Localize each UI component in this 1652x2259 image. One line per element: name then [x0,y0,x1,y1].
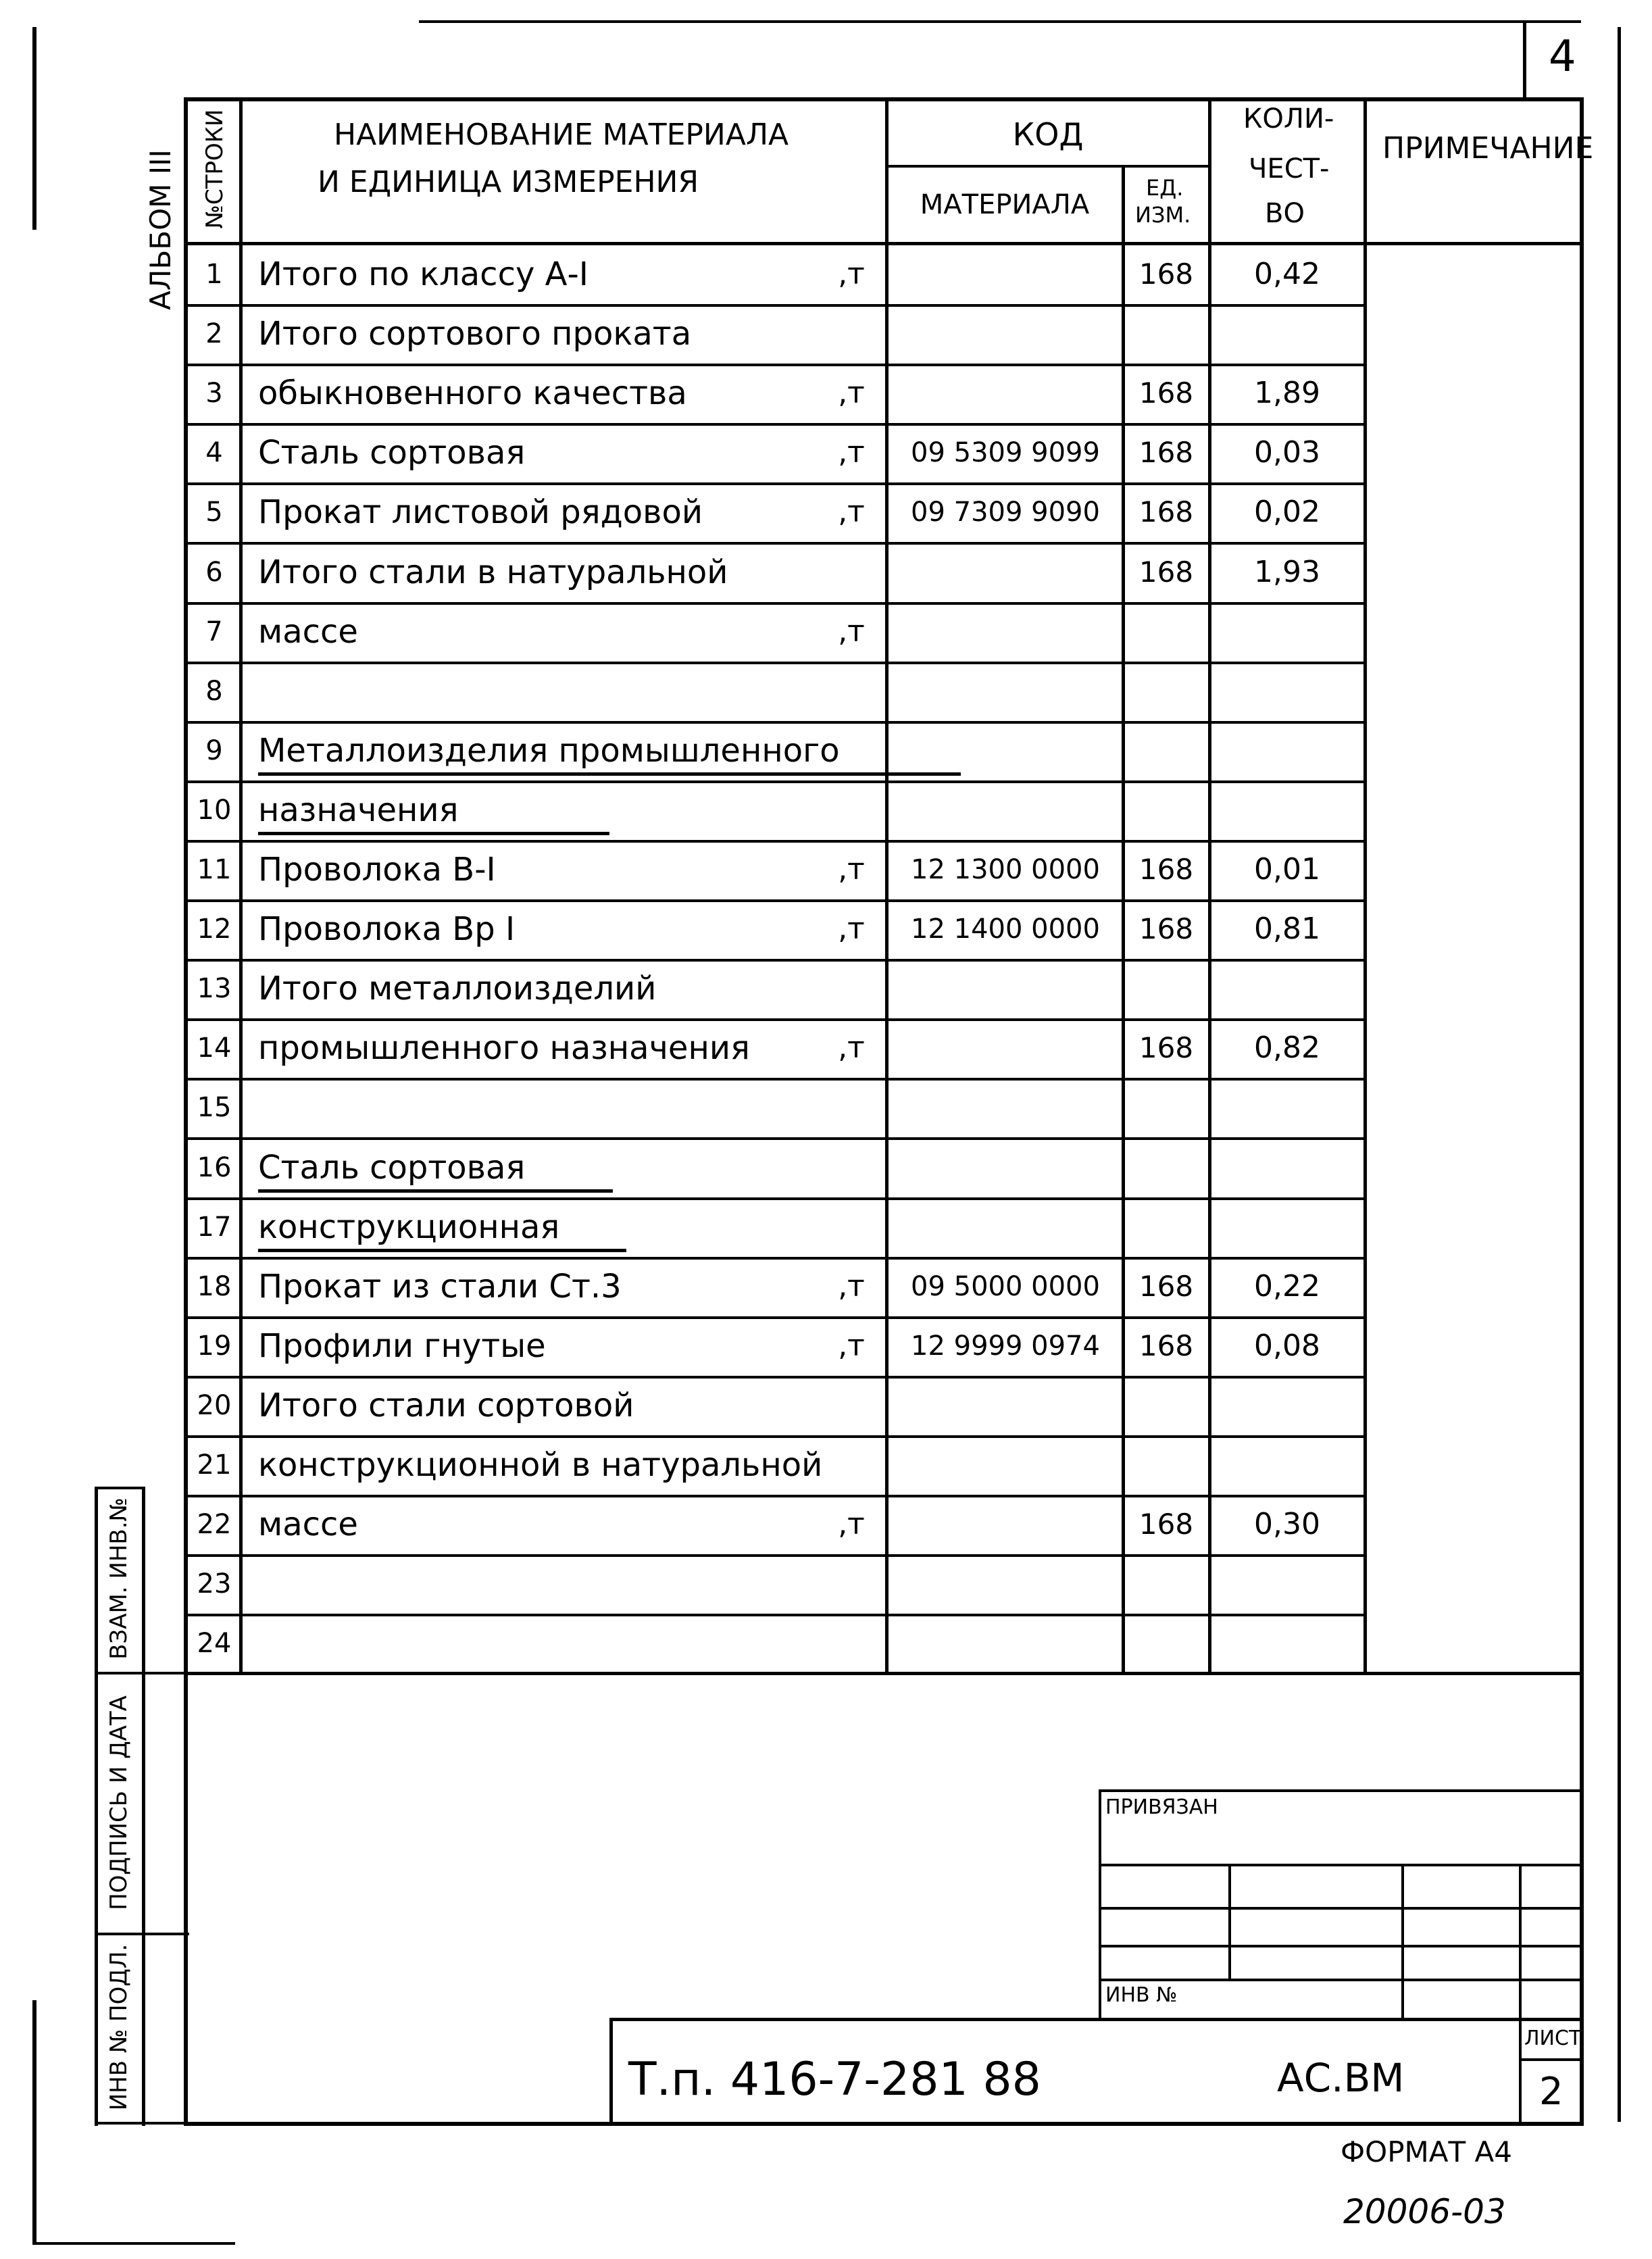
material-name: Прокат листовой рядовой [258,493,703,531]
unit-code [1124,1197,1208,1257]
material-code: 12 9999 0974 [911,1331,1100,1362]
row-number: 18 [197,1271,232,1302]
unit-label [819,1614,884,1673]
material-code: 09 7309 9090 [911,497,1100,528]
quantity [1211,304,1363,364]
quantity [1211,1197,1363,1257]
row-number: 7 [205,616,223,647]
material-code: 12 1400 0000 [911,914,1100,945]
binding-left [1099,1789,1101,2019]
row-number: 15 [197,1092,232,1123]
quantity [1211,1614,1363,1673]
top-frame-line [419,20,1581,23]
material-code [889,1376,1122,1435]
signature-date-label: ПОДПИСЬ И ДАТА [105,1695,132,1910]
material-code [889,1614,1122,1673]
stamp-col-left [95,1487,98,2126]
quantity [1211,1376,1363,1435]
qty-header-line2: ЧЕСТ- [1249,153,1330,184]
stamp-top [95,1487,145,1489]
heading-underline [258,832,609,835]
row-number: 12 [197,914,232,945]
bottom-edge-mark [32,2242,235,2245]
unit-code [1124,304,1208,364]
binding-col-3 [1519,1864,1522,2019]
material-name [258,1554,812,1614]
stamp-bottom [95,2122,189,2125]
code-header-divider [885,165,1209,168]
qty-header-line3: ВО [1265,198,1305,229]
row-number: 22 [197,1509,232,1540]
stamp-divider-1 [95,1672,189,1674]
corner-box-left [1523,20,1526,99]
row-number: 23 [197,1568,232,1599]
unit-label [819,543,884,602]
unit-code: 168 [1138,1329,1194,1362]
quantity [1211,721,1363,780]
frame-bottom-line [184,2122,1584,2126]
row-number: 5 [205,497,223,528]
material-code [889,245,1122,304]
unit-code [1124,1614,1208,1673]
privyazan-label: ПРИВЯЗАН [1105,1795,1218,1819]
material-name: Проволока В-I [258,851,496,889]
unit-label: ,т [838,495,865,529]
unit-label: ,т [838,852,865,887]
material-name: массе [258,1506,358,1543]
unit-code [1124,780,1208,840]
unit-label [819,1197,884,1257]
material-name: Металлоизделия промышленного [258,732,840,770]
unit-label [819,662,884,721]
unit-label [819,1554,884,1614]
unit-code: 168 [1138,376,1194,409]
row-number: 10 [197,795,232,826]
binding-inv-no-label: ИНВ № [1105,1983,1178,2007]
material-code [889,721,1122,780]
unit-code [1124,1435,1208,1495]
quantity [1211,662,1363,721]
material-code [889,1495,1122,1554]
unit-code [1124,1554,1208,1614]
row-no-header: №СТРОКИ [201,109,228,229]
material-name: Итого по классу А-I [258,255,589,293]
binding-row-2 [1099,1907,1584,1910]
quantity [1211,1138,1363,1197]
material-name: конструкционная [258,1208,560,1246]
material-code [889,959,1122,1018]
album-label: АЛЬБОМ III [144,149,177,310]
row-number: 6 [205,557,223,588]
material-name: массе [258,613,358,651]
binding-top [1099,1789,1584,1792]
unit-label: ,т [838,257,865,291]
left-edge-mark [32,27,36,230]
row-number: 14 [197,1033,232,1064]
material-code [889,543,1122,602]
row-number: 17 [197,1212,232,1243]
unit-label: ,т [838,614,865,649]
archive-number: 20006-03 [1343,2192,1506,2231]
unit-label: ,т [838,1031,865,1065]
material-name: Итого металлоизделий [258,970,657,1008]
material-name: промышленного назначения [258,1029,750,1067]
heading-underline [258,772,961,776]
unit-label [819,1138,884,1197]
row-number: 24 [197,1628,232,1659]
unit-label: ,т [838,912,865,946]
material-code [889,1018,1122,1078]
binding-row-3 [1099,1945,1584,1947]
row-number: 4 [205,437,223,468]
unit-label: ,т [838,1329,865,1363]
format-label: ФОРМАТ А4 [1341,2135,1512,2168]
sheet-corner-number: 4 [1549,32,1576,82]
vzam-inv-label: ВЗАМ. ИНВ.№ [105,1497,132,1660]
binding-col-2 [1401,1864,1404,2019]
row-number: 9 [205,735,223,766]
unit-code [1124,662,1208,721]
row-number: 21 [197,1449,232,1481]
unit-code: 168 [1138,1508,1194,1541]
material-code: 09 5000 0000 [911,1271,1100,1302]
unit-code [1124,1138,1208,1197]
code-header: КОД [1012,116,1084,153]
material-code [889,1435,1122,1495]
unit-code [1124,721,1208,780]
unit-label: ,т [838,435,865,470]
material-name: Профили гнутые [258,1327,546,1365]
col-line-qty [1363,97,1367,1673]
quantity: 0,82 [1254,1031,1320,1065]
quantity: 0,08 [1254,1329,1320,1363]
frame-right-line [1580,97,1584,2126]
unit-code [1124,959,1208,1018]
title-block-left [609,2018,613,2126]
unit-label [819,780,884,840]
unit-label: ,т [838,1507,865,1541]
material-name [258,1078,812,1137]
material-code [889,1138,1122,1197]
row-number: 1 [205,259,223,290]
quantity: 0,42 [1254,257,1320,291]
sheet-label: ЛИСТ [1524,2027,1582,2050]
sheet-number: 2 [1539,2070,1563,2114]
binding-row-4 [1099,1979,1584,1981]
unit-label [819,1435,884,1495]
material-code [889,1078,1122,1137]
frame-left-line [184,97,188,2126]
unit-code: 168 [1138,912,1194,945]
quantity: 1,89 [1254,376,1320,410]
material-code [889,1197,1122,1257]
unit-code: 168 [1138,495,1194,528]
quantity [1211,959,1363,1018]
unit-code: 168 [1138,853,1194,886]
material-code: 12 1300 0000 [911,854,1100,885]
unit-code [1124,602,1208,662]
material-code [889,780,1122,840]
material-code [889,1554,1122,1614]
material-name: конструкционной в натуральной [258,1446,823,1484]
material-code [889,662,1122,721]
material-name: Прокат из стали Ст.3 [258,1268,622,1306]
unit-label [819,721,884,780]
title-block-sheet-left [1519,2018,1522,2126]
unit-label: ,т [838,376,865,410]
unit-label [819,1376,884,1435]
row-number: 8 [205,676,223,707]
quantity: 0,03 [1254,435,1320,470]
row-number: 11 [197,854,232,885]
stamp-col-right [142,1487,145,2126]
quantity [1211,1435,1363,1495]
row-number: 2 [205,318,223,349]
qty-header-line1: КОЛИ- [1243,103,1334,134]
heading-underline [258,1249,626,1252]
quantity: 0,01 [1254,852,1320,887]
material-name: Сталь сортовая [258,434,526,472]
code-unit-header-line1: ЕД. [1146,175,1184,201]
row-number: 19 [197,1331,232,1362]
unit-code: 168 [1138,1270,1194,1303]
quantity [1211,1554,1363,1614]
material-name: Итого стали в натуральной [258,553,728,591]
material-name [258,662,812,721]
material-name: Итого сортового проката [258,315,692,353]
row-number: 16 [197,1152,232,1183]
quantity: 0,30 [1254,1507,1320,1541]
document-mark: АС.ВМ [1277,2055,1405,2101]
quantity [1211,1078,1363,1137]
unit-code: 168 [1138,555,1194,589]
unit-code [1124,1376,1208,1435]
material-code: 09 5309 9099 [911,437,1100,468]
unit-code: 168 [1138,1031,1194,1064]
material-name [258,1614,812,1673]
unit-code: 168 [1138,257,1194,291]
quantity: 0,02 [1254,495,1320,529]
code-material-header: МАТЕРИАЛА [920,189,1090,220]
note-header: ПРИМЕЧАНИЕ [1382,131,1594,166]
designation: Т.п. 416-7-281 88 [628,2053,1041,2106]
title-block-sheet-divider [1519,2058,1584,2061]
material-code [889,304,1122,364]
unit-label [819,1078,884,1137]
binding-row-1 [1099,1864,1584,1866]
name-header-line2: И ЕДИНИЦА ИЗМЕРЕНИЯ [318,165,699,199]
frame-top-line [184,97,1584,101]
material-name: обыкновенного качества [258,374,687,412]
left-edge-mark [32,2000,36,2243]
material-name: Проволока Вр I [258,910,516,948]
material-name: Итого стали сортовой [258,1387,634,1424]
material-code [889,602,1122,662]
material-code [889,364,1122,423]
unit-label [819,304,884,364]
unit-code [1124,1078,1208,1137]
heading-underline [258,1189,613,1193]
unit-label [819,959,884,1018]
quantity: 1,93 [1254,555,1320,589]
quantity: 0,81 [1254,912,1320,946]
quantity: 0,22 [1254,1269,1320,1304]
row-number: 20 [197,1390,232,1421]
right-edge-line [1618,27,1621,2122]
material-name: назначения [258,791,459,829]
binding-col-1 [1228,1864,1231,1980]
name-header-line1: НАИМЕНОВАНИЕ МАТЕРИАЛА [334,118,789,152]
material-name: Сталь сортовая [258,1149,526,1187]
row-number: 3 [205,378,223,409]
quantity [1211,602,1363,662]
quantity [1211,780,1363,840]
row-number: 13 [197,973,232,1004]
code-unit-header-line2: ИЗМ. [1135,202,1191,228]
inv-no-podl-label: ИНВ № ПОДЛ. [105,1943,132,2111]
title-block-top [609,2018,1584,2021]
stamp-divider-2 [95,1933,189,1935]
unit-label: ,т [838,1269,865,1304]
unit-code: 168 [1138,436,1194,469]
